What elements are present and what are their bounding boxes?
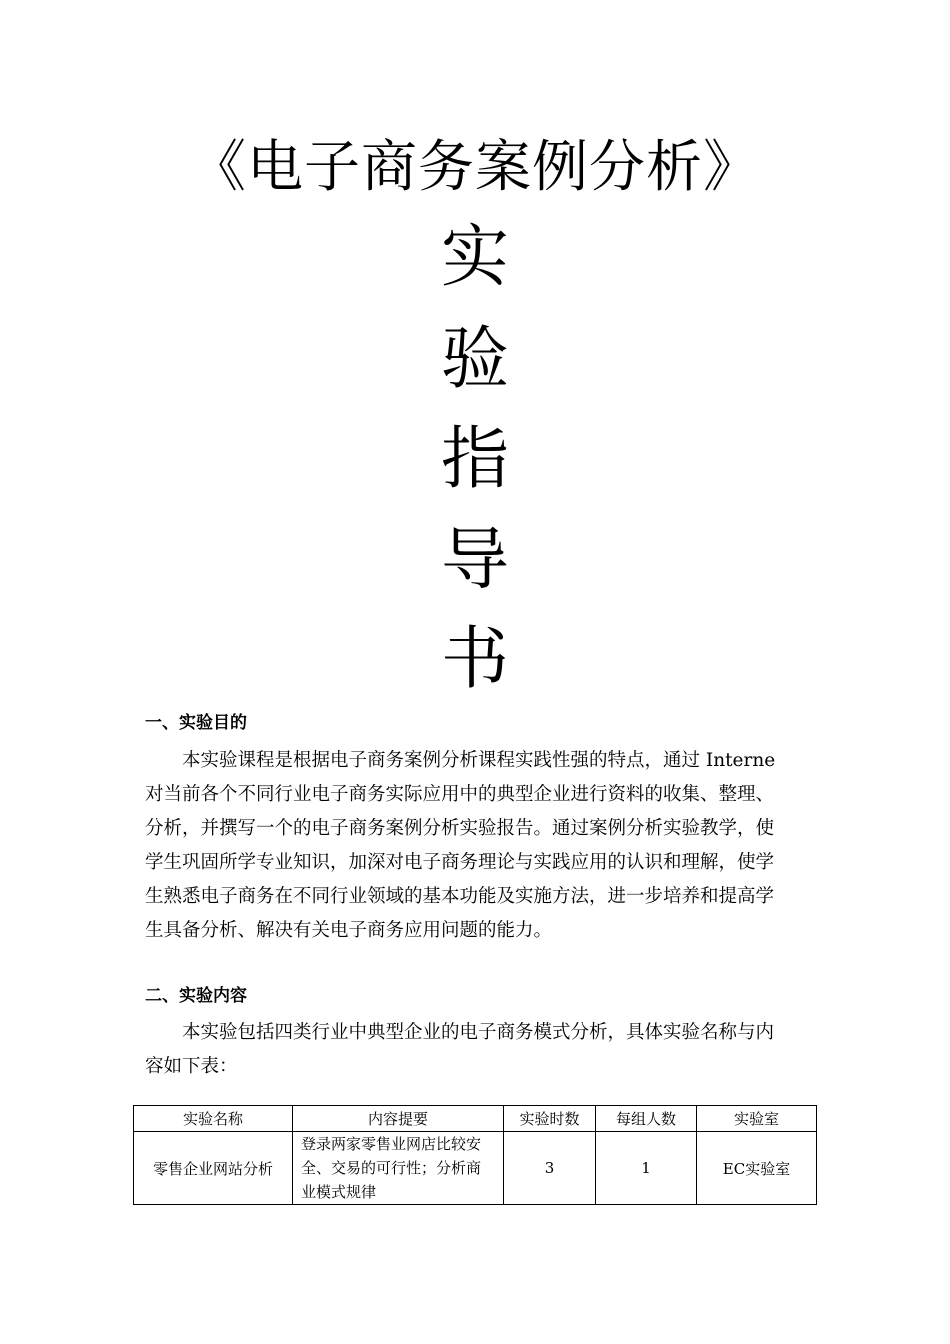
- paragraph-line: 生具备分析、解决有关电子商务应用问题的能力。: [145, 920, 553, 941]
- vertical-title-char: 验: [440, 320, 509, 399]
- table-header-cell: 实验时数: [504, 1106, 596, 1132]
- summary-line: 全、交易的可行性；分析商: [301, 1159, 482, 1177]
- experiment-hours-cell: 3: [504, 1132, 596, 1205]
- table-header-cell: 实验名称: [134, 1106, 293, 1132]
- vertical-title-char: 指: [440, 420, 509, 499]
- section-paragraph-purpose: [145, 744, 810, 948]
- table-header-cell: 每组人数: [596, 1106, 697, 1132]
- section-heading-content: 二、实验内容: [145, 986, 247, 1006]
- section-heading-purpose: 一、实验目的: [145, 713, 247, 733]
- document-title: 《电子商务案例分析》: [190, 135, 760, 200]
- section-paragraph-content: [145, 1016, 810, 1084]
- experiment-name-cell: 零售企业网站分析: [134, 1132, 293, 1205]
- table-row: [134, 1132, 817, 1205]
- vertical-title-char: 实: [440, 218, 509, 297]
- summary-line: 业模式规律: [301, 1183, 377, 1201]
- experiment-people-cell: 1: [596, 1132, 697, 1205]
- paragraph-line: 对当前各个不同行业电子商务实际应用中的典型企业进行资料的收集、整理、: [145, 784, 775, 805]
- experiment-summary-cell: [293, 1132, 504, 1205]
- paragraph-line: 本实验课程是根据电子商务案例分析课程实践性强的特点，通过 Interne: [182, 750, 776, 771]
- vertical-title-char: 导: [440, 521, 509, 600]
- summary-line: 登录两家零售业网店比较安: [301, 1135, 482, 1153]
- table-header-cell: 内容提要: [293, 1106, 504, 1132]
- vertical-title-char: 书: [440, 620, 509, 699]
- paragraph-line: 容如下表：: [145, 1056, 238, 1077]
- paragraph-line: 生熟悉电子商务在不同行业领域的基本功能及实施方法，进一步培养和提高学: [145, 886, 775, 907]
- experiment-lab-cell: EC实验室: [697, 1132, 817, 1205]
- paragraph-line: 本实验包括四类行业中典型企业的电子商务模式分析，具体实验名称与内: [182, 1022, 775, 1043]
- paragraph-line: 学生巩固所学专业知识，加深对电子商务理论与实践应用的认识和理解，使学: [145, 852, 775, 873]
- table-header-row: [134, 1106, 817, 1132]
- paragraph-line: 分析，并撰写一个的电子商务案例分析实验报告。通过案例分析实验教学，使: [145, 818, 775, 839]
- experiment-table: [133, 1105, 817, 1205]
- table-header-cell: 实验室: [697, 1106, 817, 1132]
